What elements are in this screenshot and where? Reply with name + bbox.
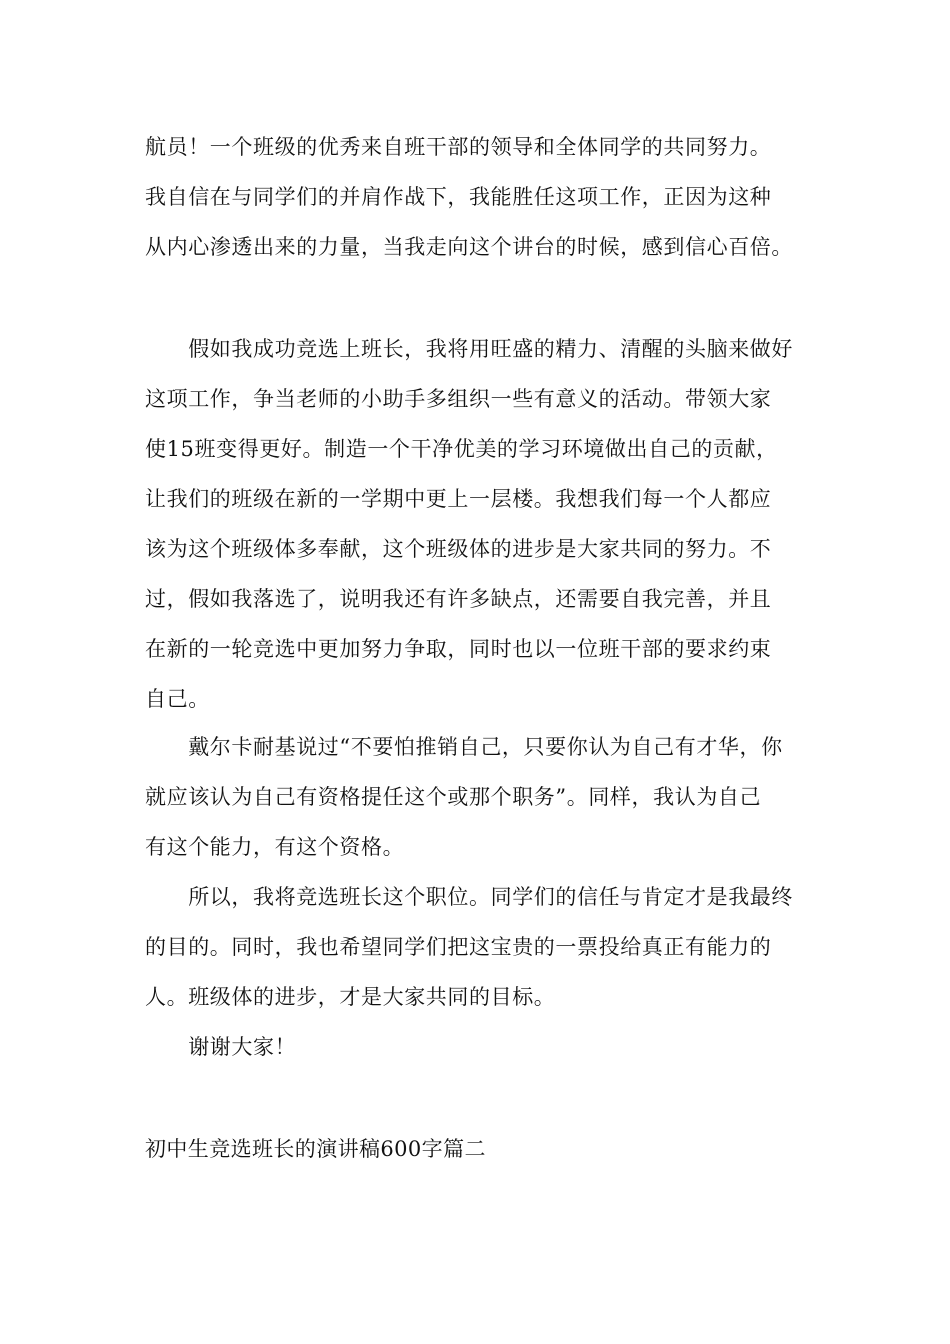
text-line: 谢谢大家！ [145, 1035, 297, 1059]
text-line: 我自信在与同学们的并肩作战下，我能胜任这项工作，正因为这种 [145, 185, 772, 209]
text-line: 就应该认为自己有资格提任这个或那个职务”。同样，我认为自己 [145, 785, 762, 809]
text-line: 的目的。同时，我也希望同学们把这宝贵的一票投给真正有能力的 [145, 935, 772, 959]
text-line: 航员！一个班级的优秀来自班干部的领导和全体同学的共同努力。 [145, 135, 772, 159]
text-line: 在新的一轮竞选中更加努力争取，同时也以一位班干部的要求约束 [145, 637, 772, 661]
paragraph-2 [145, 324, 817, 724]
text-line: 所以，我将竞选班长这个职位。同学们的信任与肯定才是我最终 [145, 885, 793, 909]
text-line: 过，假如我落选了，说明我还有许多缺点，还需要自我完善，并且 [145, 587, 772, 611]
text-line: 人。班级体的进步，才是大家共同的目标。 [145, 985, 556, 1009]
paragraph-3 [145, 722, 817, 872]
text-line: 假如我成功竞选上班长，我将用旺盛的精力、清醒的头脑来做好 [145, 337, 793, 361]
text-line: 戴尔卡耐基说过“不要怕推销自己，只要你认为自己有才华，你 [145, 735, 783, 759]
text-line: 使15班变得更好。制造一个干净优美的学习环境做出自己的贡献， [145, 437, 778, 461]
section-heading: 初中生竞选班长的演讲稿600字篇二 [145, 1137, 486, 1161]
paragraph-1 [145, 122, 817, 272]
paragraph-4 [145, 872, 817, 1022]
text-line: 该为这个班级体多奉献，这个班级体的进步是大家共同的努力。不 [145, 537, 772, 561]
text-line: 有这个能力，有这个资格。 [145, 835, 405, 859]
text-line: 自己。 [145, 687, 210, 711]
text-line: 从内心渗透出来的力量，当我走向这个讲台的时候，感到信心百倍。 [145, 235, 793, 259]
paragraph-5 [145, 1022, 817, 1072]
text-line: 这项工作，争当老师的小助手多组织一些有意义的活动。带领大家 [145, 387, 772, 411]
text-line: 让我们的班级在新的一学期中更上一层楼。我想我们每一个人都应 [145, 487, 772, 511]
